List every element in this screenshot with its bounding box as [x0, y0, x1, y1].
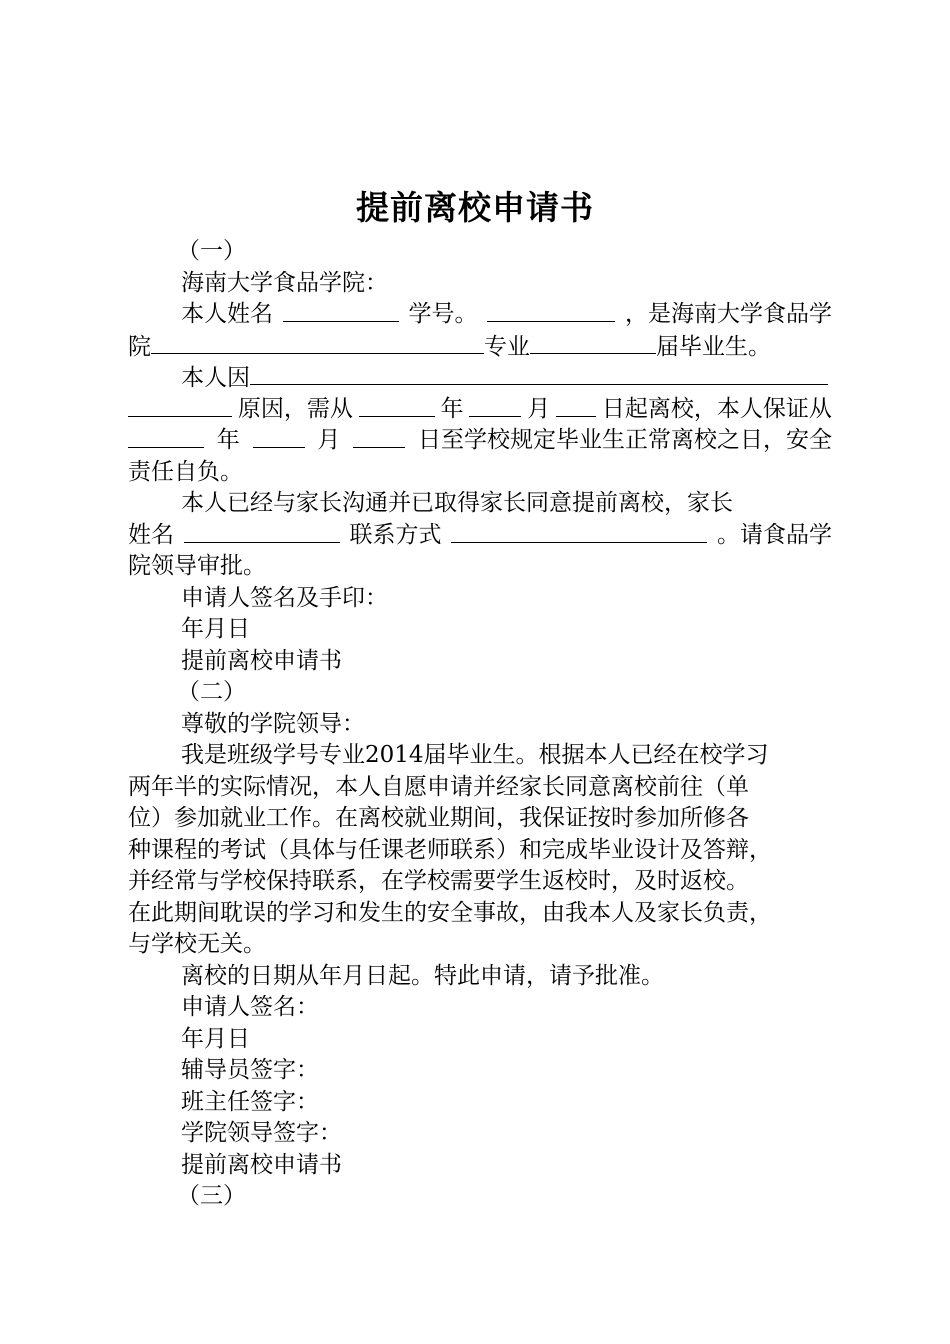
closing-line: 离校的日期从年月日起。特此申请，请予批准。 [181, 962, 664, 989]
text-college-suffix: 院 [128, 333, 151, 360]
text-reason-from: 原因，需从 [237, 395, 353, 422]
salutation-1: 海南大学食品学院： [181, 269, 388, 296]
paragraph-2-line-1 [128, 362, 832, 394]
student-id-blank [487, 299, 615, 322]
date-label-2: 年月日 [181, 1025, 250, 1052]
repeat-title-1: 提前离校申请书 [181, 647, 342, 674]
graduation-year-blank [530, 331, 656, 354]
text-college-label: ，是海南大学食品学 [625, 301, 832, 327]
section-2-body-line-4: 种课程的考试（具体与任课老师联系）和完成毕业设计及答辩， [128, 836, 772, 863]
leave-month-blank [469, 394, 521, 417]
reason-blank [250, 362, 828, 385]
text-graduate-label: 届毕业生。 [656, 333, 771, 360]
paragraph-2-line-4: 责任自负。 [128, 458, 243, 485]
text-month-2: 月 [317, 427, 341, 453]
text-safety: 日至学校规定毕业生正常离校之日，安全 [417, 427, 832, 453]
text-name-label: 本人姓名 [181, 301, 273, 327]
major-blank [151, 331, 484, 354]
text-student-id-label: 学号。 [408, 301, 478, 327]
college-leader-signature-label: 学院领导签字： [181, 1120, 342, 1146]
text-year-2: 年 [216, 427, 240, 453]
paragraph-3-line-1: 本人已经与家长沟通并已取得家长同意提前离校，家长 [181, 490, 733, 516]
salutation-2: 尊敬的学院领导： [181, 710, 365, 737]
text-major-label: 专业 [484, 333, 530, 360]
section-marker-3: （三） [177, 1183, 246, 1209]
section-2-body-line-7: 与学校无关。 [128, 931, 266, 957]
text-reason-label: 本人因 [181, 365, 250, 391]
section-marker-2: （二） [177, 679, 246, 705]
name-blank [283, 299, 399, 322]
section-2-body-line-2: 两年半的实际情况，本人自愿申请并经家长同意离校前往（单 [128, 773, 749, 800]
leave-day-blank [556, 394, 596, 417]
text-parent-name-label: 姓名 [128, 521, 174, 548]
from-month-blank [253, 425, 305, 448]
section-2-body-line-5: 并经常与学校保持联系，在学校需要学生返校时，及时返校。 [128, 868, 749, 894]
paragraph-2-line-3 [128, 425, 832, 457]
signature-label-2: 申请人签名： [181, 994, 319, 1020]
contact-blank [451, 520, 707, 543]
signature-label-1: 申请人签名及手印： [181, 584, 388, 611]
counselor-signature-label: 辅导员签字： [181, 1057, 319, 1083]
section-2-body-line-1: 我是班级学号专业2014届毕业生。根据本人已经在校学习 [181, 742, 769, 768]
paragraph-3-line-3: 院领导审批。 [128, 553, 266, 579]
parent-name-blank [184, 520, 340, 543]
text-month-1: 月 [527, 395, 551, 422]
head-teacher-signature-label: 班主任签字： [181, 1088, 319, 1115]
section-marker-1: （一） [177, 238, 246, 264]
text-day-guarantee: 日起离校，本人保证从 [601, 395, 832, 422]
text-request-label: 。请食品学 [717, 521, 832, 548]
paragraph-1-line-1 [128, 299, 832, 331]
section-2-body-line-3: 位）参加就业工作。在离校就业期间，我保证按时参加所修各 [128, 805, 749, 831]
repeat-title-2: 提前离校申请书 [181, 1151, 342, 1178]
leave-year-blank [359, 394, 435, 417]
paragraph-2-line-2 [128, 394, 832, 426]
section-2-body-line-6: 在此期间耽误的学习和发生的安全事故，由我本人及家长负责， [128, 899, 772, 926]
paragraph-1-line-2 [128, 331, 832, 363]
text-year-1: 年 [440, 395, 464, 422]
document-body [128, 236, 832, 1213]
from-day-blank [353, 425, 405, 448]
document-title: 提前离校申请书 [356, 188, 594, 227]
reason-blank-cont [128, 394, 232, 417]
paragraph-3-line-2 [128, 520, 832, 552]
from-year-blank [128, 425, 204, 448]
date-label-1: 年月日 [181, 616, 250, 642]
text-contact-label: 联系方式 [349, 521, 442, 548]
